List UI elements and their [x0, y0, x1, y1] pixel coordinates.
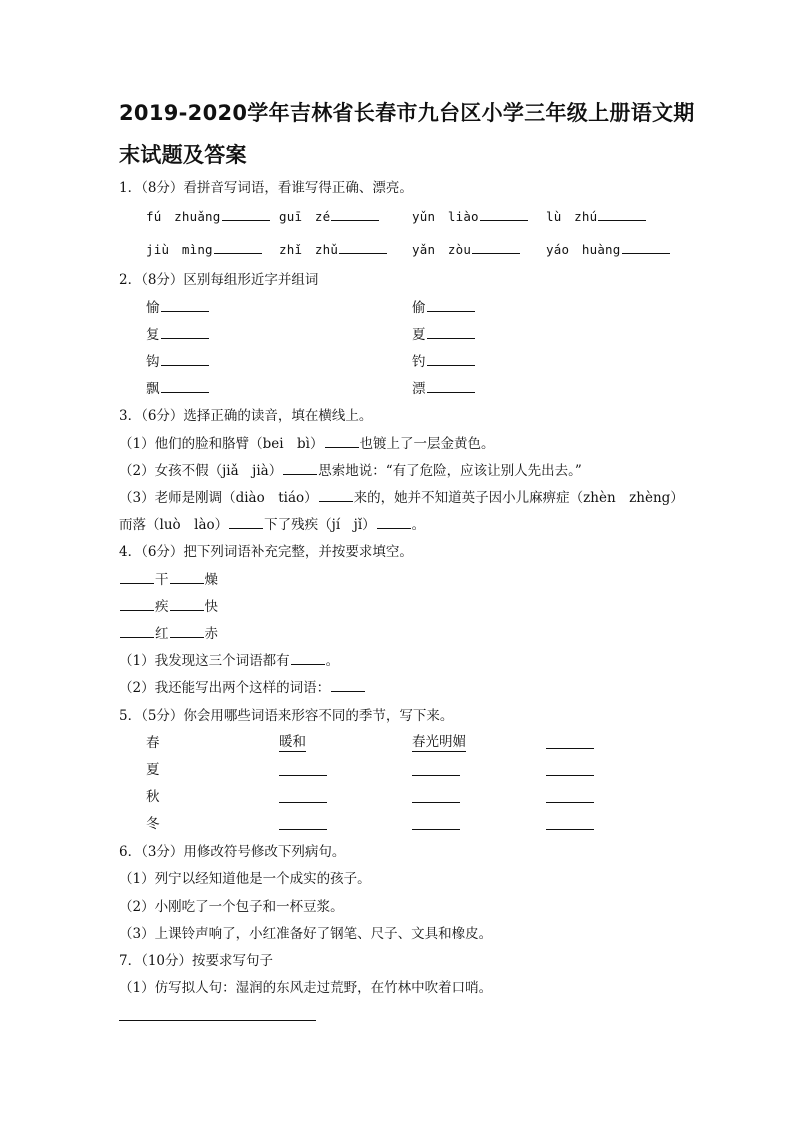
word-item: 疾 快	[119, 597, 218, 617]
answer-blank	[279, 775, 327, 776]
sentence-line: （1）我发现这三个词语都有 。	[119, 653, 340, 669]
answer-blank	[546, 829, 594, 830]
page-title: 2019-2020学年吉林省长春市九台区小学三年级上册语文期末试题及答案	[119, 101, 695, 167]
season-label: 冬	[146, 816, 160, 832]
char-item: 复	[146, 325, 210, 345]
question-7: 7．（10分）按要求写句子	[119, 953, 274, 969]
char-item: 愉	[146, 298, 210, 318]
example-word: 春光明媚	[412, 734, 466, 750]
question-1: 1．（8分）看拼音写词语，看谁写得正确、漂亮。	[119, 180, 413, 196]
sentence-line: （3）上课铃声响了，小红准备好了钢笔、尺子、文具和橡皮。	[119, 926, 493, 942]
question-6: 6．（3分）用修改符号修改下列病句。	[119, 844, 346, 860]
char-item: 飘	[146, 379, 210, 399]
answer-blank	[412, 829, 460, 830]
sentence-line: 而落（luò lào） 下了残疾（jí jǐ） 。	[119, 517, 426, 533]
season-label: 春	[146, 735, 160, 751]
pinyin-item: fú zhuǎng	[146, 207, 271, 227]
answer-line	[119, 1020, 316, 1021]
pinyin-item: guī zé	[279, 207, 380, 227]
question-5: 5．（5分）你会用哪些词语来形容不同的季节，写下来。	[119, 708, 454, 724]
char-item: 漂	[412, 379, 476, 399]
sentence-line: （1）他们的脸和胳臂（bei bì） 也镀上了一层金黄色。	[119, 436, 495, 452]
season-label: 秋	[146, 789, 160, 805]
sentence-line: （2）小刚吃了一个包子和一杯豆浆。	[119, 899, 344, 915]
answer-blank	[546, 775, 594, 776]
pinyin-item: zhǐ zhǔ	[279, 240, 388, 260]
question-2: 2．（8分）区别每组形近字并组词	[119, 272, 319, 288]
question-3: 3．（6分）选择正确的读音，填在横线上。	[119, 408, 373, 424]
sentence-line: （1）列宁以经知道他是一个成实的孩子。	[119, 871, 371, 887]
pinyin-item: yáo huàng	[546, 240, 671, 260]
char-item: 钓	[412, 352, 476, 372]
example-word: 暖和	[279, 734, 306, 750]
answer-blank	[412, 775, 460, 776]
question-4: 4．（6分）把下列词语补充完整，并按要求填空。	[119, 544, 413, 560]
pinyin-item: yǔn liào	[412, 207, 529, 227]
char-item: 钩	[146, 352, 210, 372]
answer-blank	[279, 802, 327, 803]
season-label: 夏	[146, 762, 160, 778]
answer-blank	[279, 829, 327, 830]
pinyin-item: jiù mìng	[146, 240, 263, 260]
sentence-line: （2）我还能写出两个这样的词语：	[119, 678, 366, 698]
answer-blank	[412, 802, 460, 803]
sentence-line: （3）老师是刚调（diào tiáo） 来的，她并不知道英子因小儿麻痹症（zhèn zhèng）	[119, 490, 684, 506]
answer-blank	[546, 802, 594, 803]
answer-blank	[546, 748, 594, 749]
pinyin-item: lù zhú	[546, 207, 647, 227]
pinyin-item: yǎn zòu	[412, 240, 521, 260]
word-item: 红 赤	[119, 624, 218, 644]
sentence-line: （2）女孩不假（jiǎ jià） 思索地说：“有了危险，应该让别人先出去。”	[119, 463, 582, 479]
word-item: 干 燥	[119, 570, 218, 590]
char-item: 夏	[412, 325, 476, 345]
sentence-line: （1）仿写拟人句：湿润的东风走过荒野，在竹林中吹着口哨。	[119, 980, 493, 996]
char-item: 偷	[412, 298, 476, 318]
